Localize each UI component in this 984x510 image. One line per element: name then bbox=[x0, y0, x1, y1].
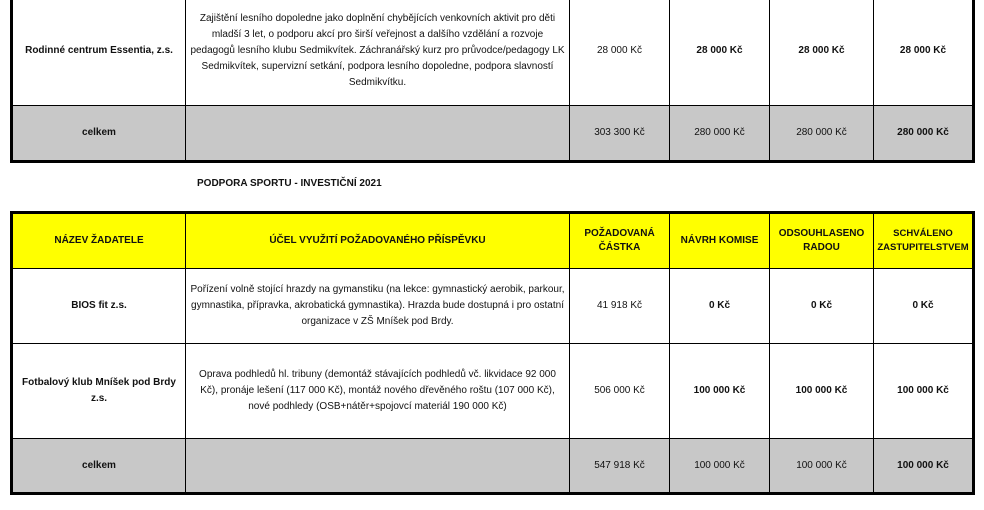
total-assembly: 100 000 Kč bbox=[874, 439, 974, 494]
table-row bbox=[12, 269, 974, 344]
total-row bbox=[12, 439, 974, 494]
commission-amount: 100 000 Kč bbox=[670, 344, 770, 439]
grants-table-culture bbox=[10, 0, 975, 163]
total-commission: 280 000 Kč bbox=[670, 106, 770, 162]
header-name: NÁZEV ŽADATELE bbox=[12, 213, 186, 269]
section-title: PODPORA SPORTU - INVESTIČNÍ 2021 bbox=[197, 178, 382, 189]
assembly-amount: 100 000 Kč bbox=[874, 344, 974, 439]
header-row bbox=[12, 213, 974, 269]
header-requested: POŽADOVANÁ ČÁSTKA bbox=[570, 213, 670, 269]
grants-table-sport-investment bbox=[10, 211, 975, 495]
total-requested: 547 918 Kč bbox=[570, 439, 670, 494]
total-label: celkem bbox=[12, 439, 186, 494]
header-purpose: ÚČEL VYUŽITÍ POŽADOVANÉHO PŘÍSPĚVKU bbox=[186, 213, 570, 269]
table-row bbox=[12, 0, 974, 106]
applicant-name: BIOS fit z.s. bbox=[12, 269, 186, 344]
header-assembly: SCHVÁLENO ZASTUPITELSTVEM bbox=[874, 213, 974, 269]
applicant-name: Fotbalový klub Mníšek pod Brdy z.s. bbox=[12, 344, 186, 439]
requested-amount: 28 000 Kč bbox=[570, 0, 670, 106]
total-row bbox=[12, 106, 974, 162]
total-council: 280 000 Kč bbox=[770, 106, 874, 162]
purpose-text: Pořízení volně stojící hrazdy na gymanstiku (na lekce: gymnastický aerobik, parkour, gymnastika, přípravka, akrobatická gymnastika). Hrazda bude dostupná i pro ostatní organizace v ZŠ Mníšek pod Brdy. bbox=[186, 269, 570, 344]
total-purpose-empty bbox=[186, 106, 570, 162]
total-commission: 100 000 Kč bbox=[670, 439, 770, 494]
total-council: 100 000 Kč bbox=[770, 439, 874, 494]
total-assembly: 280 000 Kč bbox=[874, 106, 974, 162]
purpose-text: Zajištění lesního dopoledne jako doplnění chybějících venkovních aktivit pro děti mladší 3 let, o podporu akcí pro širší veřejnost a dalšího vzdělání a rozvoje pedagogů lesního klubu Sedmikvítek. Záchranářský kurz pro průvodce/pedagogy LK Sedmikvítek, supervizní setkání, podpora lesního dopoledne, podpora slavností Sedmikvítku. bbox=[186, 0, 570, 106]
assembly-amount: 28 000 Kč bbox=[874, 0, 974, 106]
total-purpose-empty bbox=[186, 439, 570, 494]
council-amount: 0 Kč bbox=[770, 269, 874, 344]
council-amount: 100 000 Kč bbox=[770, 344, 874, 439]
commission-amount: 28 000 Kč bbox=[670, 0, 770, 106]
header-council: ODSOUHLASENO RADOU bbox=[770, 213, 874, 269]
total-label: celkem bbox=[12, 106, 186, 162]
applicant-name: Rodinné centrum Essentia, z.s. bbox=[12, 0, 186, 106]
purpose-text: Oprava podhledů hl. tribuny (demontáž stávajících podhledů vč. likvidace 92 000 Kč), pronáje lešení (117 000 Kč), montáž nového dřevěného roštu (107 000 Kč), nové podhledy (OSB+nátěr+spojovcí materiál 190 000 Kč) bbox=[186, 344, 570, 439]
council-amount: 28 000 Kč bbox=[770, 0, 874, 106]
requested-amount: 41 918 Kč bbox=[570, 269, 670, 344]
table-row bbox=[12, 344, 974, 439]
assembly-amount: 0 Kč bbox=[874, 269, 974, 344]
commission-amount: 0 Kč bbox=[670, 269, 770, 344]
total-requested: 303 300 Kč bbox=[570, 106, 670, 162]
requested-amount: 506 000 Kč bbox=[570, 344, 670, 439]
header-commission: NÁVRH KOMISE bbox=[670, 213, 770, 269]
